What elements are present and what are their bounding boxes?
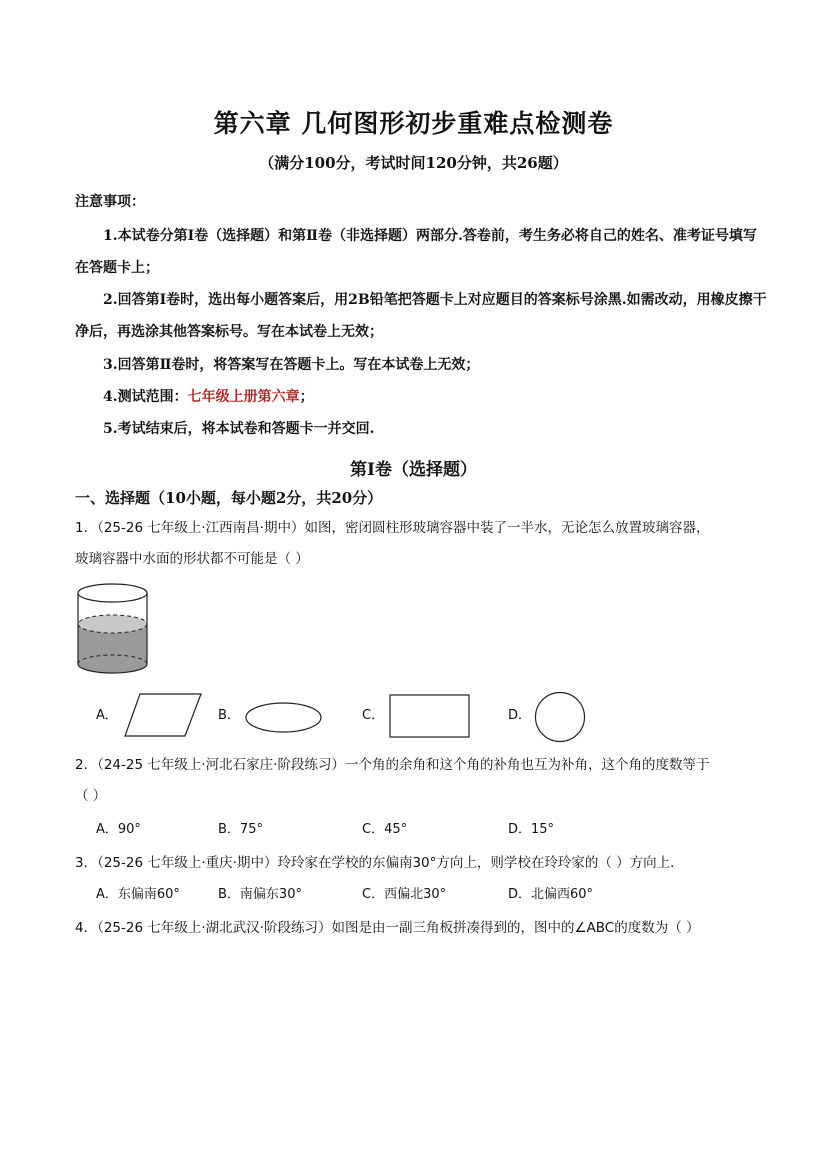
exam-title: 第六章 几何图形初步重难点检测卷 [213,109,614,138]
notice-heading: 注意事项： [75,194,145,210]
section-title: 第Ⅰ卷（选择题） [350,460,477,480]
exam-subtitle: （满分100分，考试时间120分钟，共26题） [259,154,568,172]
question-1-line-1: 1．（25-26 七年级上·江西南昌·期中）如图，密闭圆柱形玻璃容器中装了一半水，无论怎么放置玻璃容器， [75,520,710,536]
question-2-option-a: A．90° [96,822,141,837]
question-4-line-1: 4．（25-26 七年级上·湖北武汉·阶段练习）如图是由一副三角板拼凑得到的，图中的∠ABC的度数为（ ） [75,920,700,936]
notice-item-4-prefix: 4.测试范围： [103,389,188,405]
notice-item-1-line-2: 在答题卡上； [75,260,159,276]
question-2-option-b: B．75° [218,822,263,837]
question-1-option-c: C． [362,708,385,723]
rectangle-shape [389,694,470,738]
question-3-option-b: B．南偏东30° [218,887,302,902]
test-scope-highlight: 七年级上册第六章 [187,389,300,405]
notice-item-5: 5.考试结束后，将本试卷和答题卡一并交回. [103,421,375,437]
question-1-option-b: B． [218,708,240,723]
ellipse-shape [245,702,323,734]
question-2-line-2: （ ） [75,788,107,804]
cylinder-container-figure [75,582,150,677]
notice-item-4 [103,387,314,407]
question-1-option-d: D． [508,708,532,723]
question-1-option-a: A． [96,708,118,723]
notice-item-1-line-1: 1.本试卷分第Ⅰ卷（选择题）和第Ⅱ卷（非选择题）两部分.答卷前，考生务必将自己的姓名、准考证号填写 [103,228,757,244]
question-2-option-c: C．45° [362,822,408,837]
question-2-option-d: D．15° [508,822,555,837]
parallelogram-shape [124,693,202,737]
circle-shape [534,691,586,743]
question-3-line-1: 3．（25-26 七年级上·重庆·期中）玲玲家在学校的东偏南30°方向上，则学校在玲玲家的（ ）方向上． [75,855,684,871]
notice-item-3: 3.回答第Ⅱ卷时，将答案写在答题卡上。写在本试卷上无效； [103,357,480,373]
notice-item-2-line-2: 净后，再选涂其他答案标号。写在本试卷上无效； [75,324,383,340]
question-1-line-2: 玻璃容器中水面的形状都不可能是（ ） [75,551,309,567]
question-2-line-1: 2．（24-25 七年级上·河北石家庄·阶段练习）一个角的余角和这个角的补角也互为补角，这个角的度数等于 [75,757,710,773]
question-3-option-c: C．西偏北30° [362,887,447,902]
part-title: 一、选择题（10小题，每小题2分，共20分） [75,489,383,507]
notice-item-4-suffix: ； [299,389,314,405]
question-3-option-d: D．北偏西60° [508,887,594,902]
notice-item-2-line-1: 2.回答第Ⅰ卷时，选出每小题答案后，用2B铅笔把答题卡上对应题目的答案标号涂黑.如需改动，用橡皮擦干 [103,292,767,308]
question-3-option-a: A．东偏南60° [96,887,180,902]
